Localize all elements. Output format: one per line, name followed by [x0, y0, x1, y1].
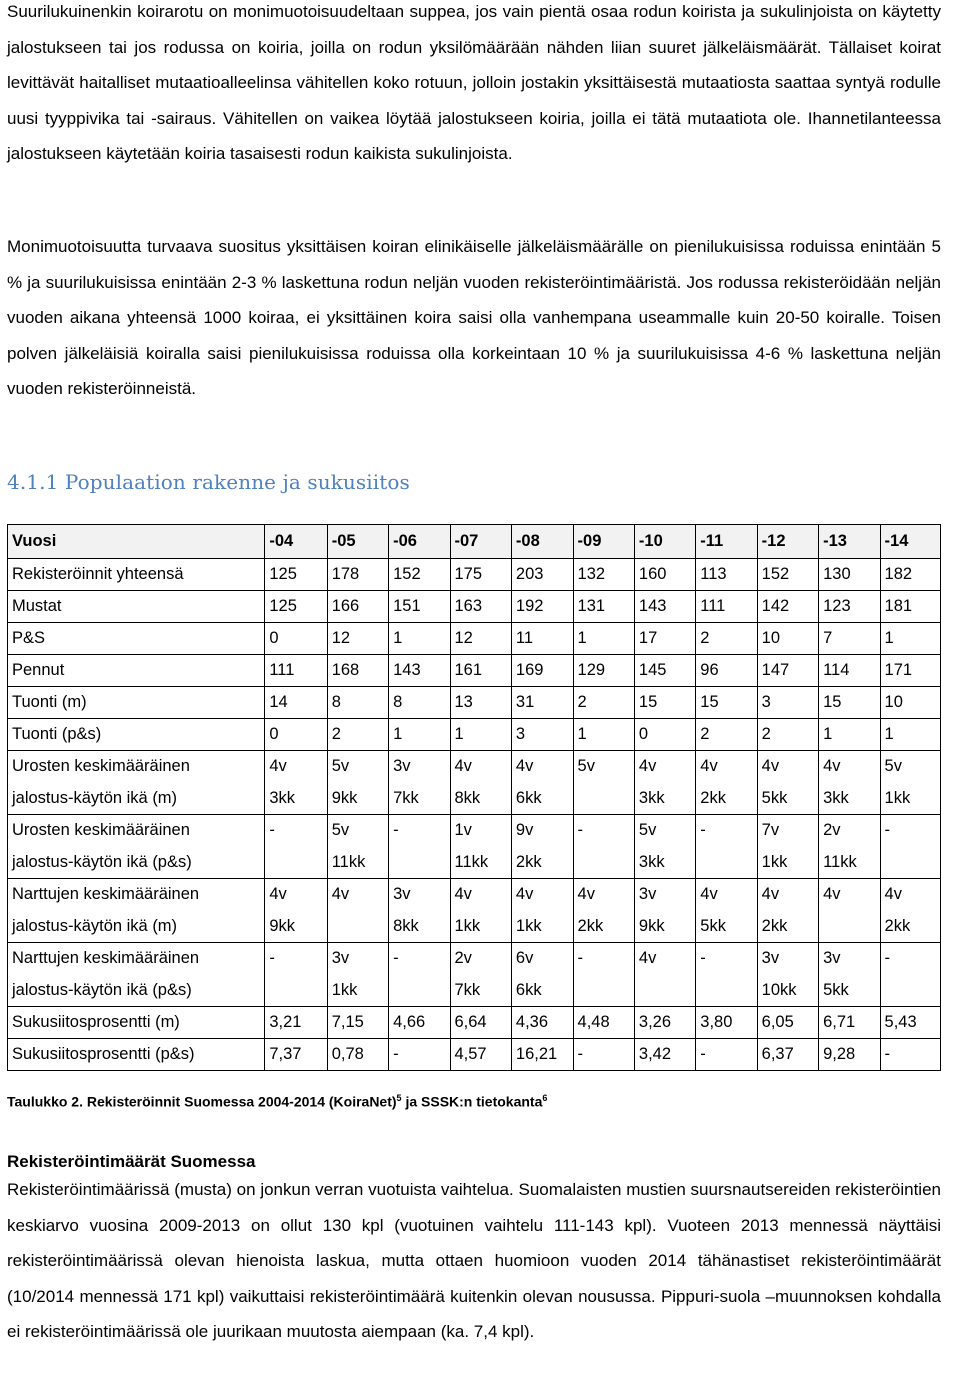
data-cell: -	[389, 1039, 450, 1071]
data-cell: 113	[696, 559, 757, 591]
data-cell: 3	[511, 719, 573, 751]
data-cell-line: 3v	[393, 885, 411, 903]
table-row	[8, 687, 941, 719]
data-cell: 4,57	[450, 1039, 511, 1071]
data-cell	[880, 751, 940, 815]
data-cell: 125	[265, 591, 327, 623]
data-cell: 6,71	[819, 1007, 880, 1039]
data-cell-line: 4v	[638, 949, 657, 967]
registration-table	[7, 524, 941, 1071]
data-cell-line	[639, 975, 695, 1007]
row-label-line: jalostus-käytön ikä (p&s)	[12, 852, 192, 871]
data-cell: 15	[696, 687, 757, 719]
data-cell-line: 2v	[454, 949, 472, 967]
data-cell-line	[885, 847, 940, 879]
data-cell: 1	[573, 719, 634, 751]
data-cell	[265, 943, 327, 1007]
data-cell-line: 5v	[638, 821, 657, 839]
data-cell: 132	[573, 559, 634, 591]
data-cell	[265, 879, 327, 943]
data-cell: 8	[327, 687, 388, 719]
data-cell-line: 5v	[331, 757, 350, 775]
data-cell-line: -	[577, 821, 584, 839]
data-cell: 2	[757, 719, 818, 751]
data-cell-line: 3kk	[269, 788, 296, 807]
data-cell: 143	[634, 591, 695, 623]
data-cell-line: 3v	[761, 949, 780, 967]
data-cell-line	[269, 847, 326, 879]
data-cell	[327, 879, 388, 943]
data-cell: 151	[389, 591, 450, 623]
data-cell	[573, 943, 634, 1007]
data-cell	[819, 879, 880, 943]
data-cell: 6,37	[757, 1039, 818, 1071]
data-cell	[389, 943, 450, 1007]
row-label-line: Urosten keskimääräinen	[12, 757, 190, 775]
data-cell-line: 1kk	[761, 852, 788, 871]
table-row	[8, 879, 941, 943]
data-cell: 2	[327, 719, 388, 751]
header-year-cell: -06	[389, 525, 450, 559]
data-cell-line: 9kk	[269, 916, 296, 935]
data-cell: 4,48	[573, 1007, 634, 1039]
data-cell-line: -	[269, 821, 275, 839]
data-cell-line: 2kk	[577, 916, 604, 935]
data-cell	[819, 943, 880, 1007]
data-cell	[757, 815, 818, 879]
data-cell: 142	[757, 591, 818, 623]
section-heading: 4.1.1 Populaation rakenne ja sukusiitos	[7, 470, 410, 494]
data-cell-line	[578, 975, 634, 1007]
row-label-line: Urosten keskimääräinen	[12, 821, 190, 839]
row-label-cell	[8, 815, 265, 879]
data-cell: 4,36	[511, 1007, 573, 1039]
data-cell	[819, 751, 880, 815]
data-cell-line: 4v	[761, 757, 780, 775]
row-label-line: Sukusiitosprosentti (p&s)	[12, 1045, 195, 1063]
header-year-cell: -04	[265, 525, 327, 559]
data-cell-line: 11kk	[331, 852, 366, 871]
data-cell-line: 4v	[700, 757, 718, 775]
header-year-cell: -08	[511, 525, 573, 559]
data-cell	[880, 815, 940, 879]
data-cell: 166	[327, 591, 388, 623]
data-cell	[634, 815, 695, 879]
data-cell: 15	[634, 687, 695, 719]
data-cell: 3,80	[696, 1007, 757, 1039]
data-cell: 163	[450, 591, 511, 623]
data-cell: 3	[757, 687, 818, 719]
data-cell	[327, 751, 388, 815]
data-cell-line	[823, 911, 879, 943]
header-year-cell: -11	[696, 525, 757, 559]
row-label-line: Narttujen keskimääräinen	[12, 885, 200, 903]
row-label-line: Rekisteröinnit yhteensä	[12, 565, 184, 583]
data-cell-line	[393, 975, 449, 1007]
data-cell-line: 5v	[884, 757, 902, 775]
row-label-cell	[8, 623, 265, 655]
data-cell: 1	[880, 623, 940, 655]
data-cell: 7	[819, 623, 880, 655]
row-label-line: Tuonti (p&s)	[12, 725, 102, 743]
data-cell-line: 9kk	[638, 916, 665, 935]
table-row	[8, 943, 941, 1007]
data-cell: 3,26	[634, 1007, 695, 1039]
data-cell-line: 4v	[823, 757, 841, 775]
data-cell	[634, 943, 695, 1007]
data-cell	[757, 943, 818, 1007]
data-cell: 0	[265, 719, 327, 751]
data-cell: 171	[880, 655, 940, 687]
data-cell: 8	[389, 687, 450, 719]
data-cell-line: 4v	[577, 885, 595, 903]
data-cell: 114	[819, 655, 880, 687]
data-cell-line: 2kk	[761, 916, 788, 935]
data-cell	[450, 751, 511, 815]
data-cell-line: 3v	[331, 949, 350, 967]
data-cell: 1	[880, 719, 940, 751]
row-label-line: Tuonti (m)	[12, 693, 87, 711]
data-cell	[696, 879, 757, 943]
data-cell	[327, 815, 388, 879]
data-cell-line: 1kk	[515, 916, 542, 935]
data-cell	[880, 943, 940, 1007]
data-cell-line: 8kk	[393, 916, 419, 935]
data-cell-line: -	[700, 949, 706, 967]
data-cell: 168	[327, 655, 388, 687]
data-cell: 160	[634, 559, 695, 591]
data-cell	[327, 943, 388, 1007]
row-label-cell	[8, 751, 265, 815]
data-cell	[389, 815, 450, 879]
data-cell-line: 4v	[454, 885, 472, 903]
data-cell	[696, 815, 757, 879]
data-cell: 192	[511, 591, 573, 623]
row-label-cell	[8, 943, 265, 1007]
data-cell: 125	[265, 559, 327, 591]
data-cell: 15	[819, 687, 880, 719]
data-cell-line: -	[884, 821, 891, 839]
row-label-line: jalostus-käytön ikä (m)	[12, 916, 178, 935]
data-cell	[389, 751, 450, 815]
row-label-cell	[8, 1007, 265, 1039]
data-cell: 145	[634, 655, 695, 687]
data-cell: 7,37	[265, 1039, 327, 1071]
data-cell-line: -	[884, 949, 891, 967]
data-cell	[265, 751, 327, 815]
data-cell-line	[578, 847, 634, 879]
row-label-line: jalostus-käytön ikä (m)	[12, 788, 178, 807]
data-cell: 203	[511, 559, 573, 591]
data-cell-line: 7v	[761, 821, 780, 839]
caption-footnote-ref: 5	[396, 1093, 402, 1103]
table-row	[8, 559, 941, 591]
data-cell: 1	[389, 623, 450, 655]
data-cell: 6,64	[450, 1007, 511, 1039]
data-cell-line: 7kk	[454, 980, 481, 999]
header-year-cell: -13	[819, 525, 880, 559]
data-cell: 12	[327, 623, 388, 655]
data-cell-line: 2kk	[700, 788, 726, 807]
header-year-cell: -07	[450, 525, 511, 559]
data-cell: 14	[265, 687, 327, 719]
row-label-cell	[8, 559, 265, 591]
data-cell: 3,21	[265, 1007, 327, 1039]
data-cell: 0	[634, 719, 695, 751]
data-cell-line: 3v	[393, 757, 411, 775]
data-cell-line: 4v	[638, 757, 657, 775]
data-cell: 111	[696, 591, 757, 623]
data-cell-line: 5kk	[823, 980, 849, 999]
table-header-row	[8, 525, 941, 559]
data-cell-line: 9v	[515, 821, 534, 839]
data-cell: 181	[880, 591, 940, 623]
data-cell-line: 1kk	[884, 788, 911, 807]
paragraph-diversity: Suurilukuinenkin koirarotu on monimuotoisuudeltaan suppea, jos vain pientä osaa rodun koirista ja sukulinjoista on käytetty jalostukseen tai jos rodussa on koiria, joilla on rodun yksilömäärään nähden liian suuret jälkeläismäärät. Tällaiset koirat levittävät haitalliset mutaatioalleelinsa vähitellen koko rotuun, jolloin jostakin yksittäisestä mutaatiosta saattaa syntyä rodulle uusi tyyppivika tai -sairaus. Vähitellen on vaikea löytää jalostukseen koiria, joilla ei tätä mutaatiota ole. Ihannetilanteessa jalostukseen käytetään koiria tasaisesti rodun kaikista sukulinjoista.	[7, 2, 941, 163]
data-cell	[511, 943, 573, 1007]
data-cell-line	[393, 847, 449, 879]
data-cell: -	[573, 1039, 634, 1071]
data-cell: 161	[450, 655, 511, 687]
data-cell-line: 5kk	[761, 788, 788, 807]
table-row	[8, 1039, 941, 1071]
data-cell	[880, 879, 940, 943]
row-label-line: jalostus-käytön ikä (p&s)	[12, 980, 192, 999]
data-cell: 2	[573, 687, 634, 719]
data-cell	[757, 879, 818, 943]
data-cell	[634, 879, 695, 943]
data-cell-line: -	[577, 949, 584, 967]
data-cell	[450, 943, 511, 1007]
data-cell: 12	[450, 623, 511, 655]
data-cell	[511, 751, 573, 815]
row-label-line: Sukusiitosprosentti (m)	[12, 1013, 180, 1031]
data-cell-line: -	[393, 821, 399, 839]
data-cell-line: 2kk	[515, 852, 542, 871]
data-cell-line	[269, 975, 326, 1007]
data-cell: -	[696, 1039, 757, 1071]
data-cell-line: 1kk	[454, 916, 481, 935]
caption-text-2: ja SSSK:n tietokanta	[401, 1093, 543, 1110]
data-cell: 131	[573, 591, 634, 623]
row-label-cell	[8, 687, 265, 719]
table-row	[8, 623, 941, 655]
data-cell-line: 4v	[700, 885, 718, 903]
data-cell: 0,78	[327, 1039, 388, 1071]
data-cell	[634, 751, 695, 815]
data-cell	[511, 879, 573, 943]
header-year-cell: -09	[573, 525, 634, 559]
data-cell-line: -	[269, 949, 275, 967]
data-cell-line: 6kk	[515, 980, 542, 999]
table-row	[8, 719, 941, 751]
data-cell: 5,43	[880, 1007, 940, 1039]
data-cell-line: 3kk	[638, 788, 665, 807]
data-cell-line: 4v	[269, 885, 287, 903]
row-label-cell	[8, 1039, 265, 1071]
row-label-cell	[8, 879, 265, 943]
data-cell: 11	[511, 623, 573, 655]
data-cell: 111	[265, 655, 327, 687]
data-cell: 143	[389, 655, 450, 687]
data-cell	[450, 879, 511, 943]
data-cell: 10	[757, 623, 818, 655]
data-cell-line: -	[700, 821, 706, 839]
data-cell-line: 4v	[884, 885, 902, 903]
row-label-cell	[8, 655, 265, 687]
data-cell-line	[700, 975, 756, 1007]
table-row	[8, 591, 941, 623]
data-cell-line: 3kk	[823, 788, 849, 807]
data-cell-line	[885, 975, 940, 1007]
data-cell	[389, 879, 450, 943]
table-row	[8, 751, 941, 815]
data-cell: 178	[327, 559, 388, 591]
data-cell	[696, 943, 757, 1007]
data-cell-line: 4v	[454, 757, 472, 775]
data-cell: 152	[757, 559, 818, 591]
data-cell-line	[700, 847, 756, 879]
data-cell: 182	[880, 559, 940, 591]
data-cell: 31	[511, 687, 573, 719]
data-cell-line: 2v	[823, 821, 841, 839]
table-row	[8, 655, 941, 687]
table-row	[8, 815, 941, 879]
subheading-registrations: Rekisteröintimäärät Suomessa	[7, 1152, 256, 1171]
data-cell: 147	[757, 655, 818, 687]
data-cell-line: 4v	[761, 885, 780, 903]
header-year-cell: -10	[634, 525, 695, 559]
data-cell: 1	[819, 719, 880, 751]
data-cell: 152	[389, 559, 450, 591]
table-row	[8, 1007, 941, 1039]
data-cell	[573, 751, 634, 815]
data-cell	[757, 751, 818, 815]
data-cell: 16,21	[511, 1039, 573, 1071]
row-label-line: Pennut	[12, 661, 65, 679]
paragraph-registrations: Rekisteröintimäärissä (musta) on jonkun verran vuotuista vaihtelua. Suomalaisten mustien suursnautsereiden rekisteröintien keskiarvo vuosina 2009-2013 on ollut 130 kpl (vuotuinen vaihtelu 111-143 kpl). Vuoteen 2013 mennessä näyttäisi rekisteröintimäärissä olevan hienoista laskua, mutta ottaen huomioon vuoden 2014 tähänastiset rekisteröintimäärät (10/2014 mennessä 171 kpl) vaikuttaisi rekisteröintimäärä kuitenkin olevan nousussa. Pippuri-suola –muunnoksen kohdalla ei rekisteröintimäärissä ole juurikaan muutosta aiempaan (ka. 7,4 kpl).	[7, 1180, 941, 1341]
data-cell-line: 9kk	[331, 788, 358, 807]
data-cell-line: 11kk	[454, 852, 489, 871]
data-cell: 96	[696, 655, 757, 687]
data-cell	[450, 815, 511, 879]
data-cell	[573, 879, 634, 943]
data-cell-line	[578, 783, 634, 815]
data-cell: 1	[389, 719, 450, 751]
data-cell: 1	[450, 719, 511, 751]
paragraph-recommendation: Monimuotoisuutta turvaava suositus yksittäisen koiran elinikäiselle jälkeläismäärälle on pienilukuisissa roduissa enintään 5 % ja suurilukuisissa enintään 2-3 % laskettuna rodun neljän vuoden rekisteröintimääristä. Jos rodussa rekisteröidään neljän vuoden aikana yhteensä 1000 koiraa, ei yksittäinen koira saisi olla vanhempana useammalle kuin 20-50 koiralle. Toisen polven jälkeläisiä koiralla saisi pienilukuisissa roduissa olla korkeintaan 10 % ja suurilukuisissa 4-6 % laskettuna neljän vuoden rekisteröinneistä.	[7, 237, 941, 398]
table-caption	[7, 1093, 547, 1110]
data-cell	[573, 815, 634, 879]
data-cell-line: -	[393, 949, 399, 967]
data-cell-line: 4v	[515, 757, 534, 775]
data-cell-line: 5v	[577, 757, 595, 775]
row-label-line: Mustat	[12, 597, 62, 615]
data-cell-line: 5v	[331, 821, 350, 839]
data-cell-line: 6v	[515, 949, 534, 967]
data-cell-line: 2kk	[884, 916, 911, 935]
data-cell-line: 6kk	[515, 788, 542, 807]
data-cell-line: 4v	[331, 885, 350, 903]
header-label-cell: Vuosi	[8, 525, 265, 559]
data-cell	[696, 751, 757, 815]
data-cell: 2	[696, 623, 757, 655]
data-cell-line: 1v	[454, 821, 472, 839]
data-cell: -	[880, 1039, 940, 1071]
data-cell-line: 4v	[515, 885, 534, 903]
data-cell-line: 7kk	[393, 788, 419, 807]
caption-footnote-ref-2: 6	[542, 1093, 548, 1103]
row-label-line: Narttujen keskimääräinen	[12, 949, 200, 967]
data-cell	[265, 815, 327, 879]
data-cell: 9,28	[819, 1039, 880, 1071]
header-year-cell: -14	[880, 525, 940, 559]
data-cell-line: 3v	[823, 949, 841, 967]
data-cell-line: 4v	[269, 757, 287, 775]
data-cell: 6,05	[757, 1007, 818, 1039]
data-cell-line: 3v	[638, 885, 657, 903]
data-cell-line: 5kk	[700, 916, 726, 935]
header-year-cell: -12	[757, 525, 818, 559]
data-cell	[819, 815, 880, 879]
data-cell: 0	[265, 623, 327, 655]
data-cell-line: 10kk	[761, 980, 797, 999]
data-cell: 175	[450, 559, 511, 591]
data-cell: 13	[450, 687, 511, 719]
data-cell-line: 1kk	[331, 980, 358, 999]
data-cell: 4,66	[389, 1007, 450, 1039]
row-label-cell	[8, 719, 265, 751]
row-label-line: P&S	[12, 629, 46, 647]
caption-text: Taulukko 2. Rekisteröinnit Suomessa 2004-2014 (KoiraNet)	[7, 1093, 397, 1110]
data-cell: 123	[819, 591, 880, 623]
data-cell: 17	[634, 623, 695, 655]
data-cell: 7,15	[327, 1007, 388, 1039]
row-label-cell	[8, 591, 265, 623]
data-cell	[511, 815, 573, 879]
data-cell: 10	[880, 687, 940, 719]
data-cell: 129	[573, 655, 634, 687]
data-cell-line: 11kk	[823, 852, 857, 871]
data-cell-line: 3kk	[638, 852, 665, 871]
data-cell: 2	[696, 719, 757, 751]
data-cell-line: 4v	[823, 885, 841, 903]
data-cell: 3,42	[634, 1039, 695, 1071]
header-year-cell: -05	[327, 525, 388, 559]
data-cell: 1	[573, 623, 634, 655]
data-cell-line	[332, 911, 388, 943]
data-cell: 130	[819, 559, 880, 591]
data-cell: 169	[511, 655, 573, 687]
data-cell-line: 8kk	[454, 788, 481, 807]
